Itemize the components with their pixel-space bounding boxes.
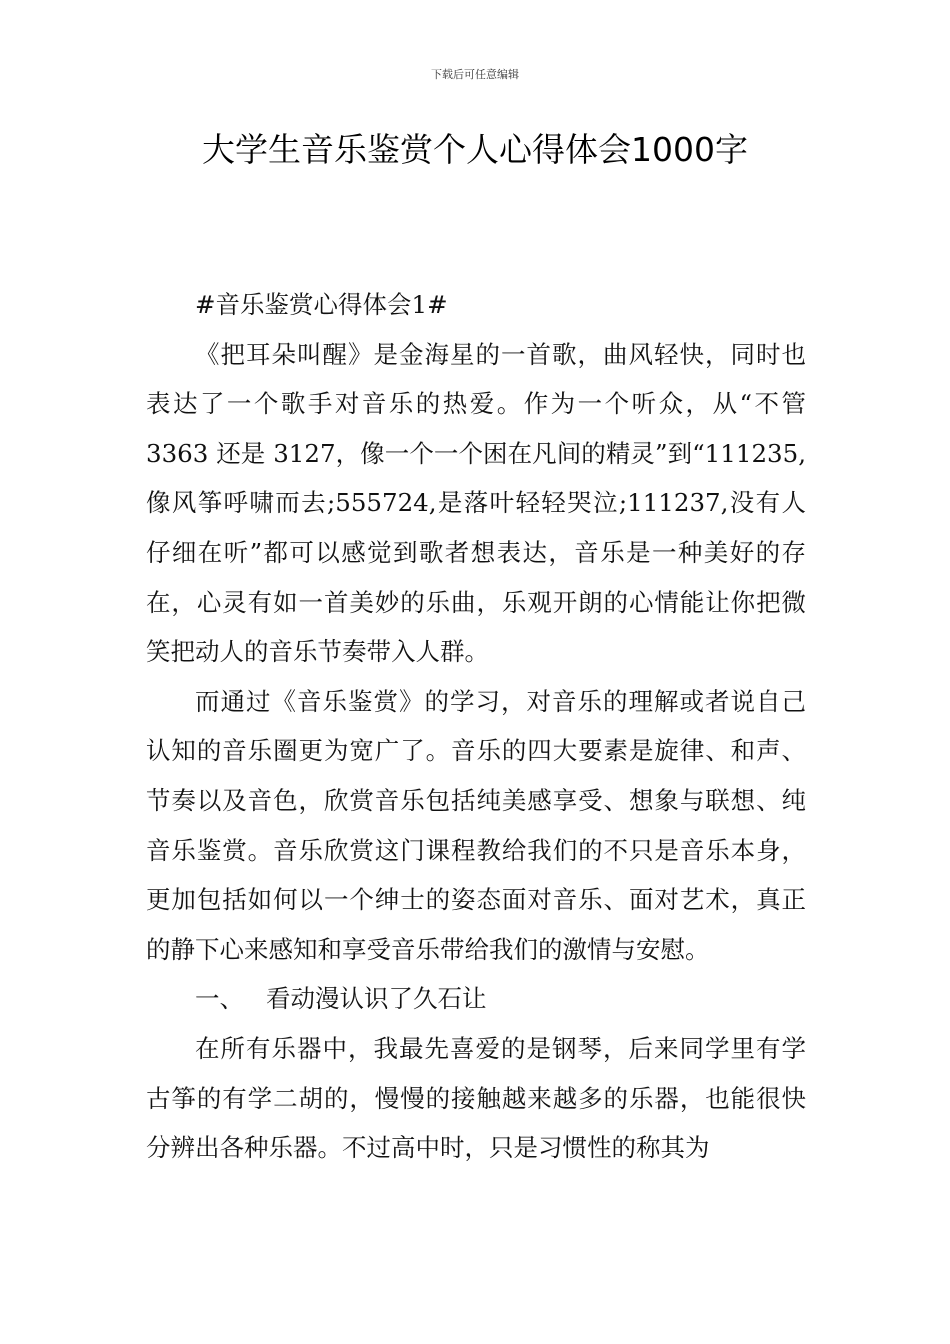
body-paragraph: 而通过《音乐鉴赏》的学习，对音乐的理解或者说自己认知的音乐圈更为宽广了。音乐的四大要素是旋律、和声、节奏以及音色，欣赏音乐包括纯美感享受、想象与联想、纯音乐鉴赏。音乐欣赏这门课程教给我们的不只是音乐本身，更加包括如何以一个绅士的姿态面对音乐、面对艺术，真正的静下心来感知和享受音乐带给我们的激情与安慰。 xyxy=(146,686,806,964)
section-number: 一、 xyxy=(195,984,244,1014)
subheading-paragraph: #音乐鉴赏心得体会1# xyxy=(195,290,448,319)
document-body xyxy=(146,280,806,1173)
body-paragraph: 在所有乐器中，我最先喜爱的是钢琴，后来同学里有学古筝的有学二胡的，慢慢的接触越来越多的乐器，也能很快分辨出各种乐器。不过高中时，只是习惯性的称其为 xyxy=(146,1033,806,1163)
header-note: 下载后可任意编辑 xyxy=(431,68,519,81)
section-heading xyxy=(146,974,806,1024)
section-heading-text: 看动漫认识了久石让 xyxy=(266,984,487,1014)
document-title: 大学生音乐鉴赏个人心得体会1000字 xyxy=(202,130,748,169)
body-paragraph: 《把耳朵叫醒》是金海星的一首歌，曲风轻快，同时也表达了一个歌手对音乐的热爱。作为一个听众，从“不管 3363 还是 3127，像一个一个困在凡间的精灵”到“111235,像风筝呼啸而去;555724,是落叶轻轻哭泣;111237,没有人仔细在听”都可以感觉到歌者想表达，音乐是一种美好的存在，心灵有如一首美妙的乐曲，乐观开朗的心情能让你把微笑把动人的音乐节奏带入人群。 xyxy=(146,339,806,667)
